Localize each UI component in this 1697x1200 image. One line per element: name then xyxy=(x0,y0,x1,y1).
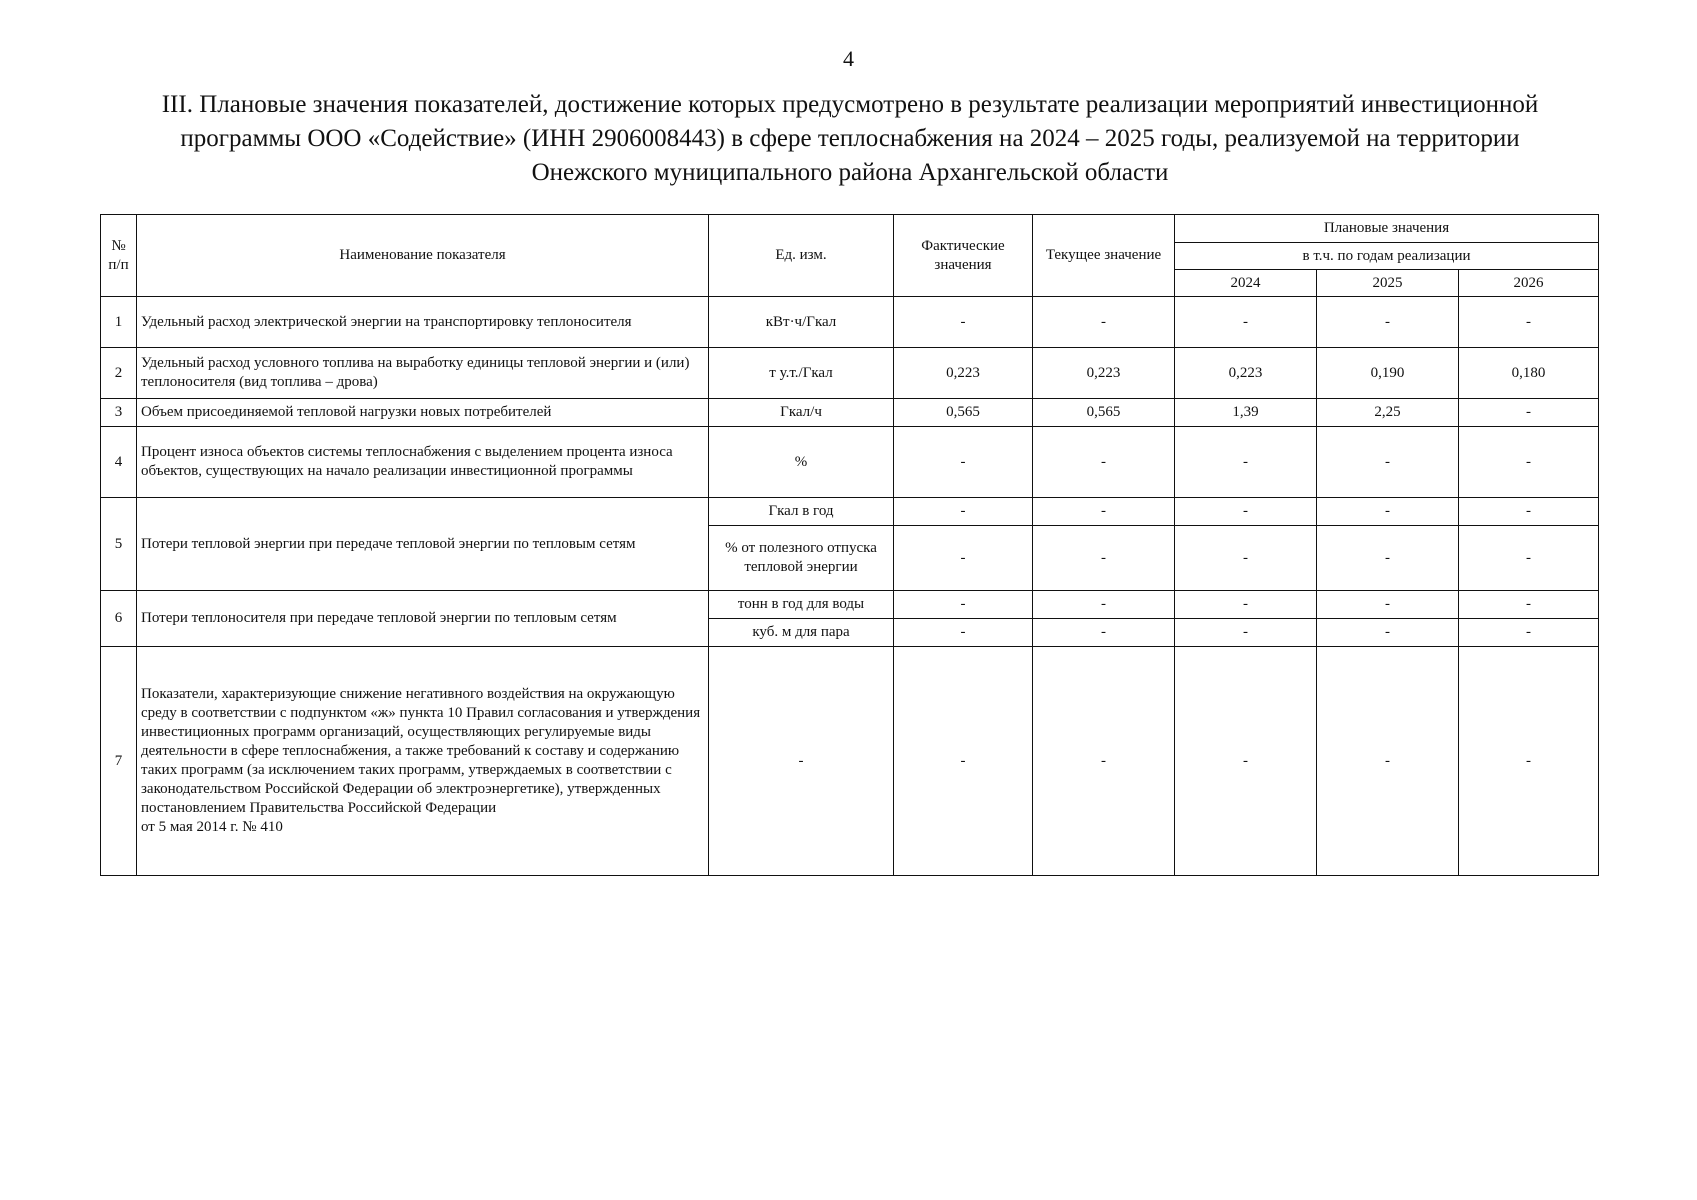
row-2024: - xyxy=(1175,591,1317,619)
row-2026: - xyxy=(1459,647,1599,876)
header-num: № п/п xyxy=(101,215,137,297)
row-actual: - xyxy=(894,427,1033,498)
row-current: - xyxy=(1033,498,1175,526)
row-2026: - xyxy=(1459,399,1599,427)
row-num: 7 xyxy=(101,647,137,876)
row-actual: 0,565 xyxy=(894,399,1033,427)
row-2025: - xyxy=(1317,591,1459,619)
indicators-table xyxy=(100,214,1599,876)
row-unit: % xyxy=(709,427,894,498)
row-name: Процент износа объектов системы теплоснабжения с выделением процента износа объектов, существующих на начало реализации инвестиционной программы xyxy=(137,427,709,498)
row-current: - xyxy=(1033,619,1175,647)
row-2025: - xyxy=(1317,619,1459,647)
row-num: 5 xyxy=(101,498,137,591)
row-name-reference: от 5 мая 2014 г. № 410 xyxy=(141,819,283,835)
table-row xyxy=(101,297,1599,348)
row-name: Удельный расход условного топлива на выработку единицы тепловой энергии и (или) теплоносителя (вид топлива – дрова) xyxy=(137,348,709,399)
row-name: Объем присоединяемой тепловой нагрузки новых потребителей xyxy=(137,399,709,427)
row-name: Удельный расход электрической энергии на транспортировку теплоносителя xyxy=(137,297,709,348)
row-current: - xyxy=(1033,647,1175,876)
row-2025: 0,190 xyxy=(1317,348,1459,399)
row-unit: Гкал в год xyxy=(709,498,894,526)
header-year-2025: 2025 xyxy=(1317,270,1459,297)
row-unit: - xyxy=(709,647,894,876)
row-2026: - xyxy=(1459,591,1599,619)
row-2024: - xyxy=(1175,498,1317,526)
title-line-2: программы ООО «Содействие» (ИНН 2906008443) в сфере теплоснабжения на 2024 – 2025 годы, реализуемой на территории xyxy=(180,125,1520,152)
row-2025: - xyxy=(1317,498,1459,526)
row-current: - xyxy=(1033,526,1175,591)
document-title xyxy=(100,88,1600,190)
table-row xyxy=(101,498,1599,526)
row-unit: кВт·ч/Гкал xyxy=(709,297,894,348)
row-2025: - xyxy=(1317,427,1459,498)
row-name: Потери теплоносителя при передаче тепловой энергии по тепловым сетям xyxy=(137,591,709,647)
title-line-3: Онежского муниципального района Архангельской области xyxy=(531,159,1169,186)
row-unit: % от полезного отпуска тепловой энергии xyxy=(709,526,894,591)
row-actual: 0,223 xyxy=(894,348,1033,399)
row-current: - xyxy=(1033,427,1175,498)
row-2024: 0,223 xyxy=(1175,348,1317,399)
row-current: - xyxy=(1033,591,1175,619)
row-2026: - xyxy=(1459,526,1599,591)
table-row xyxy=(101,427,1599,498)
table-row xyxy=(101,399,1599,427)
row-actual: - xyxy=(894,498,1033,526)
row-name-text: Показатели, характеризующие снижение негативного воздействия на окружающую среду в соответствии с подпунктом «ж» пункта 10 Правил согласования и утверждения инвестиционных программ организаций, осуществляющих регулируемые виды деятельности в сфере теплоснабжения, а также требований к составу и содержанию таких программ (за исключением таких программ, утверждаемых в соответствии с законодательством Российской Федерации об электроэнергетике), утвержденных постановлением Правительства Российской Федерации xyxy=(141,686,701,816)
row-2026: - xyxy=(1459,619,1599,647)
row-name: Потери тепловой энергии при передаче тепловой энергии по тепловым сетям xyxy=(137,498,709,591)
table-row xyxy=(101,348,1599,399)
row-num: 4 xyxy=(101,427,137,498)
row-unit: т у.т./Гкал xyxy=(709,348,894,399)
row-2026: - xyxy=(1459,297,1599,348)
row-current: 0,565 xyxy=(1033,399,1175,427)
header-by-years: в т.ч. по годам реализации xyxy=(1175,243,1599,270)
row-actual: - xyxy=(894,591,1033,619)
row-2025: 2,25 xyxy=(1317,399,1459,427)
table-row xyxy=(101,647,1599,876)
row-actual: - xyxy=(894,647,1033,876)
row-current: 0,223 xyxy=(1033,348,1175,399)
row-num: 1 xyxy=(101,297,137,348)
header-current: Текущее значение xyxy=(1033,215,1175,297)
row-2025: - xyxy=(1317,297,1459,348)
header-planned: Плановые значения xyxy=(1175,215,1599,243)
header-unit: Ед. изм. xyxy=(709,215,894,297)
row-actual: - xyxy=(894,297,1033,348)
table-row xyxy=(101,591,1599,619)
row-name xyxy=(137,647,709,876)
row-unit: Гкал/ч xyxy=(709,399,894,427)
header-year-2026: 2026 xyxy=(1459,270,1599,297)
row-actual: - xyxy=(894,619,1033,647)
row-unit: куб. м для пара xyxy=(709,619,894,647)
header-actual: Фактические значения xyxy=(894,215,1033,297)
title-line-1: III. Плановые значения показателей, достижение которых предусмотрено в результате реализации мероприятий инвестиционной xyxy=(161,91,1539,118)
row-actual: - xyxy=(894,526,1033,591)
row-current: - xyxy=(1033,297,1175,348)
row-2024: - xyxy=(1175,526,1317,591)
row-num: 2 xyxy=(101,348,137,399)
header-name: Наименование показателя xyxy=(137,215,709,297)
row-2026: 0,180 xyxy=(1459,348,1599,399)
row-num: 6 xyxy=(101,591,137,647)
row-2024: 1,39 xyxy=(1175,399,1317,427)
row-2024: - xyxy=(1175,427,1317,498)
row-unit: тонн в год для воды xyxy=(709,591,894,619)
row-2024: - xyxy=(1175,647,1317,876)
row-2025: - xyxy=(1317,647,1459,876)
row-2024: - xyxy=(1175,619,1317,647)
page-number: 4 xyxy=(843,46,854,71)
row-2024: - xyxy=(1175,297,1317,348)
row-2026: - xyxy=(1459,498,1599,526)
row-num: 3 xyxy=(101,399,137,427)
header-year-2024: 2024 xyxy=(1175,270,1317,297)
row-2025: - xyxy=(1317,526,1459,591)
row-2026: - xyxy=(1459,427,1599,498)
